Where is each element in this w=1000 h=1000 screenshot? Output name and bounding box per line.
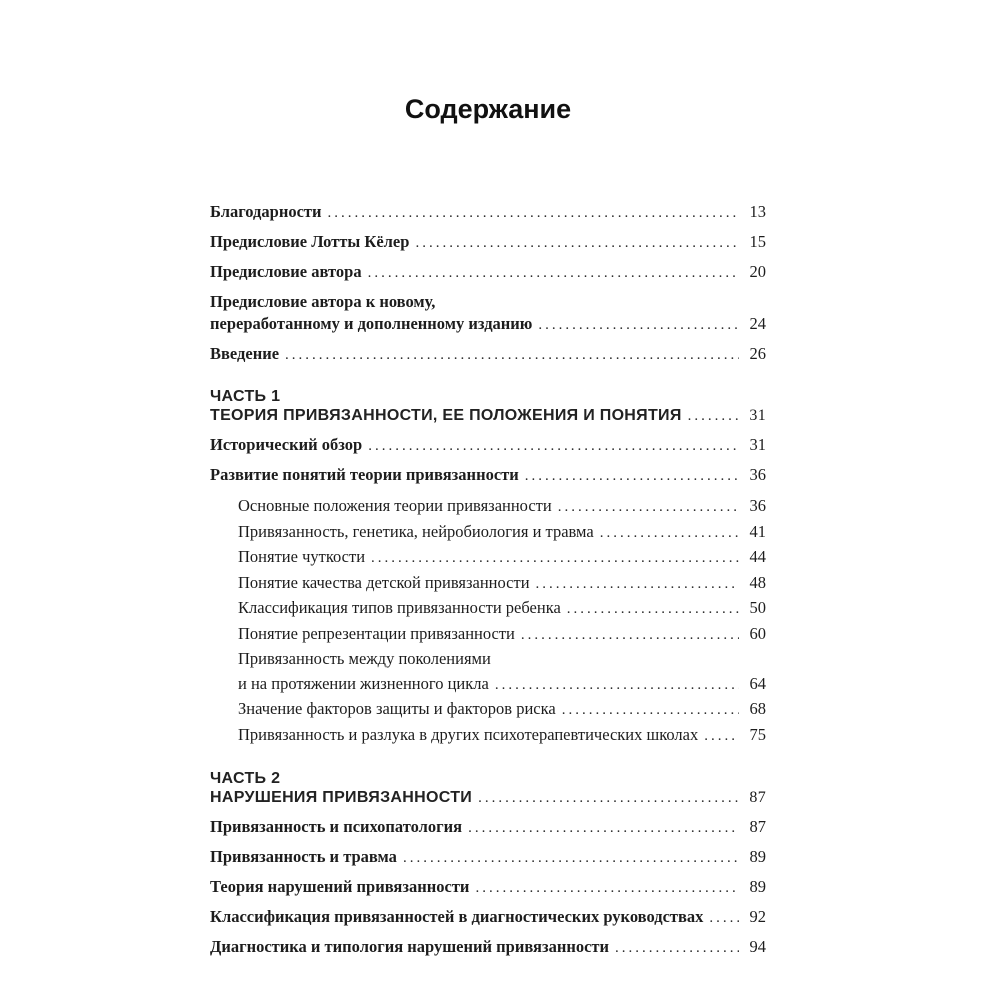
toc-entry-row xyxy=(210,816,766,839)
toc-entry-text: НАРУШЕНИЯ ПРИВЯЗАННОСТИ xyxy=(210,789,473,806)
page-number: 68 xyxy=(749,699,766,718)
toc-entry-row xyxy=(210,343,766,366)
toc-entry-row xyxy=(238,520,766,546)
toc-entry-text: Предисловие автора xyxy=(210,262,362,281)
dot-leader xyxy=(536,571,739,597)
toc-section xyxy=(210,387,766,426)
toc-entry xyxy=(210,876,766,899)
toc-entry-row xyxy=(238,697,766,723)
page-number: 36 xyxy=(749,496,766,515)
toc-entry-text: Понятие качества детской привязанности xyxy=(238,572,530,592)
toc-entry-text: Развитие понятий теории привязанности xyxy=(210,465,519,484)
toc-entry-text: Благодарности xyxy=(210,202,322,221)
toc-entry xyxy=(210,464,766,487)
toc-entry-text: Введение xyxy=(210,344,280,363)
page-number: 13 xyxy=(749,202,766,221)
toc-entry xyxy=(238,520,766,546)
page-number: 50 xyxy=(749,598,766,617)
dot-leader xyxy=(600,520,739,546)
page-number: 15 xyxy=(749,232,766,251)
toc-entry-row xyxy=(210,846,766,869)
toc-entry-row xyxy=(210,936,766,959)
toc-entry-row xyxy=(238,723,766,749)
toc-entry-row xyxy=(210,313,766,336)
toc-entry-row xyxy=(210,876,766,899)
toc-entry xyxy=(210,434,766,457)
toc-entry-text: Основные положения теории привязанности xyxy=(238,496,552,515)
page-number: 20 xyxy=(749,262,766,281)
toc-entry-text: Привязанность и разлука в других психотерапевтических школах xyxy=(238,724,699,744)
toc-entry-line: ЧАСТЬ 1 xyxy=(210,388,281,405)
toc-entry-row xyxy=(210,231,766,254)
toc-entry xyxy=(210,231,766,254)
toc-entry xyxy=(210,201,766,224)
page-number: 26 xyxy=(749,344,766,363)
toc-entry-text: ТЕОРИЯ ПРИВЯЗАННОСТИ, ЕЕ ПОЛОЖЕНИЯ И ПОНЯТИЯ xyxy=(210,407,682,424)
dot-leader xyxy=(521,622,739,648)
dot-leader xyxy=(538,313,739,336)
toc-entry xyxy=(210,936,766,959)
toc-entry xyxy=(238,571,766,597)
toc-entry-text: Диагностика и типология нарушений привязанности xyxy=(210,937,610,956)
dot-leader xyxy=(368,261,739,284)
page-number: 64 xyxy=(749,673,766,693)
toc-entry-text: переработанному и дополненному изданию xyxy=(210,314,533,333)
page-number: 89 xyxy=(749,847,766,866)
toc-entry xyxy=(210,291,766,336)
dot-leader xyxy=(688,406,739,426)
page-number: 24 xyxy=(749,314,766,333)
page-number: 44 xyxy=(749,547,766,566)
toc-entry-row xyxy=(238,545,766,571)
dot-leader xyxy=(567,596,739,622)
toc-entry-text: Классификация привязанностей в диагностических руководствах xyxy=(210,907,704,926)
page-number: 31 xyxy=(749,407,766,424)
toc-entry-row xyxy=(238,672,766,698)
toc-entry-text: Привязанность и травма xyxy=(210,847,397,866)
toc-entry-text: Понятие чуткости xyxy=(238,547,366,566)
toc-entry xyxy=(238,697,766,723)
toc-entry-line: Предисловие автора к новому, xyxy=(210,292,436,311)
page-number: 87 xyxy=(749,789,766,806)
toc-entry-line: Привязанность между поколениями xyxy=(238,649,491,668)
toc-entry-text: Понятие репрезентации привязанности xyxy=(238,623,515,643)
toc-entry-row xyxy=(210,406,766,426)
toc-entry-text: Привязанность и психопатология xyxy=(210,817,463,836)
toc-entry-text: Привязанность, генетика, нейробиология и травма xyxy=(238,521,594,541)
toc-entry-line: ЧАСТЬ 2 xyxy=(210,770,281,787)
dot-leader xyxy=(468,816,739,839)
toc-entry-text: Классификация типов привязанности ребенка xyxy=(238,598,561,617)
toc-list xyxy=(210,201,766,959)
toc-entry xyxy=(238,494,766,520)
dot-leader xyxy=(475,876,739,899)
toc-entry-text: Исторический обзор xyxy=(210,435,363,454)
toc-entry xyxy=(210,816,766,839)
toc-entry-row xyxy=(210,261,766,284)
page-number: 92 xyxy=(749,907,766,926)
dot-leader xyxy=(709,906,739,929)
toc-entry xyxy=(210,343,766,366)
dot-leader xyxy=(371,545,739,571)
dot-leader xyxy=(558,494,739,520)
dot-leader xyxy=(562,697,739,723)
toc-entry xyxy=(238,545,766,571)
page-number: 87 xyxy=(749,817,766,836)
toc-entry xyxy=(210,261,766,284)
toc-entry-row xyxy=(238,622,766,648)
toc-entry xyxy=(238,723,766,749)
toc-entry-text: и на протяжении жизненного цикла xyxy=(238,673,489,693)
dot-leader xyxy=(615,936,739,959)
toc-entry xyxy=(210,906,766,929)
toc-entry-row xyxy=(210,434,766,457)
toc-entry-row xyxy=(210,906,766,929)
dot-leader xyxy=(285,343,739,366)
toc-entry-row xyxy=(210,464,766,487)
toc-entry xyxy=(238,622,766,648)
toc-entry-text: Теория нарушений привязанности xyxy=(210,877,470,896)
toc-entry-row xyxy=(210,788,766,808)
page-number: 31 xyxy=(749,435,766,454)
toc-entry-row xyxy=(238,571,766,597)
dot-leader xyxy=(368,434,739,457)
toc-entry xyxy=(238,596,766,622)
dot-leader xyxy=(403,846,739,869)
page-number: 75 xyxy=(749,724,766,744)
toc-entry xyxy=(210,846,766,869)
toc-entry-row xyxy=(210,201,766,224)
page-number: 60 xyxy=(749,623,766,643)
dot-leader xyxy=(495,672,739,698)
toc-entry xyxy=(238,647,766,697)
dot-leader xyxy=(525,464,739,487)
toc-section xyxy=(210,769,766,808)
dot-leader xyxy=(328,201,739,224)
page-title: Содержание xyxy=(404,94,572,124)
page-number: 36 xyxy=(749,465,766,484)
toc-entry-row xyxy=(238,596,766,622)
dot-leader xyxy=(478,788,739,808)
toc-entry-row xyxy=(238,494,766,520)
page-number: 41 xyxy=(749,521,766,541)
page-number: 94 xyxy=(749,937,766,956)
dot-leader xyxy=(415,231,739,254)
toc-entry-text: Предисловие Лотты Кёлер xyxy=(210,232,410,251)
toc-entry-text: Значение факторов защиты и факторов риска xyxy=(238,699,556,718)
page-number: 48 xyxy=(749,572,766,592)
page-number: 89 xyxy=(749,877,766,896)
dot-leader xyxy=(704,723,739,749)
